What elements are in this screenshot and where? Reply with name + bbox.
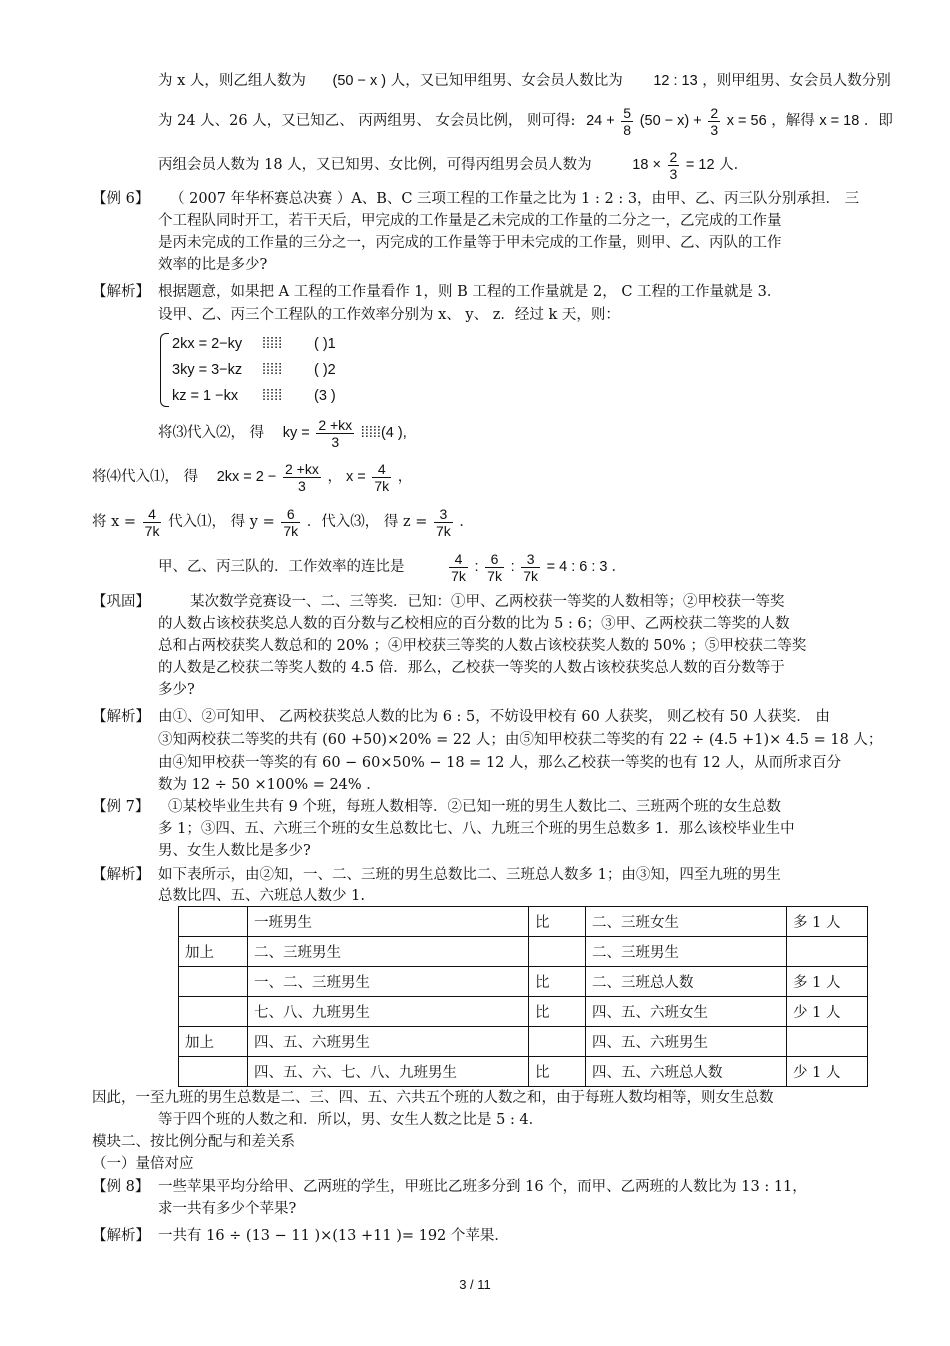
conclusion-line: 等于四个班的人数之和．所以，男、女生人数之比是 5 : 4． [158,1112,544,1128]
table-cell [179,967,248,997]
table-cell: 一班男生 [248,907,529,937]
math: x = 18 [819,113,860,129]
table-cell [529,937,586,967]
table-row [179,937,868,967]
table-row [179,967,868,997]
example-8-line: 求一共有多少个苹果? [158,1201,297,1217]
fraction: $\frac{4}{7k}$ [374,460,390,494]
solution-line: 由④知甲校获一等奖的有 60 − 60×50% − 18 = 12 人，那么乙校获一等奖的也有 12 人，从而所求百分 [158,755,842,771]
table-cell: 多 1 人 [787,907,868,937]
solution-line: ③知两校获二等奖的共有 (60 +50)×20% = 22 人；由⑤知甲校获二等奖的有 22 ÷ (4.5 +1)× 4.5 = 18 人； [158,732,883,748]
fraction: $\frac{3}{7k}$ [523,550,538,584]
text: 代入⑴， 得 y = [168,514,275,530]
solution-6-line: 根据题意，如果把 A 工程的工作量看作 1，则 B 工程的工作量就是 2， C 工程的工作量就是 3． [158,284,782,300]
substitution-step-1 [158,416,407,450]
efficiency-ratio [158,550,626,584]
solution-6-line: 设甲、乙、丙三个工程队的工作效率分别为 x、 y、 z．经过 k 天，则： [158,307,620,323]
table-cell: 二、三班男生 [248,937,529,967]
table-cell: 四、五、六班男生 [248,1027,529,1057]
substitution-step-2 [92,460,412,494]
math: 2kx = 2 − [216,469,277,485]
text: 将 x = [92,514,137,530]
table-cell: 一、二、三班男生 [248,967,529,997]
text: ． [459,514,474,530]
table-row [179,1027,868,1057]
text: 甲、乙、丙三队的．工作效率的连比是 [158,559,405,575]
table-cell [179,997,248,1027]
table-cell: 比 [529,1057,586,1087]
math: x = 56 [726,113,767,129]
consolidation-line: 总和占两校获奖人数总和的 20% ；④甲校获三等奖的人数占该校获奖人数的 50% ；⑤甲校获二等奖 [158,638,807,654]
text: 丙组会员人数为 18 人，又已知男、女比例，可得丙组男会员人数为 [158,157,592,173]
table-cell: 少 1 人 [787,997,868,1027]
math: 18 × [632,157,661,173]
text: ，解得 [771,113,815,129]
example-6-line: （ 2007 年华杯赛总决赛 ）A、B、C 三项工程的工作量之比为 1 : 2 : 3，由甲、乙、丙三队分别承担． 三 [170,191,860,207]
equation-2: 3ky = 3−kz [172,362,243,378]
table-cell: 七、八、九班男生 [248,997,529,1027]
text: 将⑶代入⑵， 得 [158,425,265,441]
consolidation-line: 某次数学竞赛设一、二、三等奖．已知：①甲、乙两校获一等奖的人数相等；②甲校获一等奖 [190,594,785,610]
table-cell: 四、五、六班男生 [586,1027,787,1057]
fraction: $\frac{2}{3}$ [669,148,678,182]
table-cell: 二、三班男生 [586,937,787,967]
math: 12 : 13 [653,73,698,89]
fraction: $\frac{6}{7k}$ [283,505,299,539]
table-cell: 二、三班女生 [586,907,787,937]
math: ky = [282,425,310,441]
section-heading: （一）量倍对应 [92,1156,194,1172]
equation-number: ( )2 [314,362,336,378]
table-cell: 少 1 人 [787,1057,868,1087]
table-cell: 四、五、六、七、八、九班男生 [248,1057,529,1087]
math: ⁞⁞⁞⁞⁞(4 ), [360,425,407,441]
example-7-tag: 【例 7】 [92,799,150,815]
table-row [179,1057,868,1087]
conclusion-line: 因此，一至九班的男生总数是二、三、四、五、六共五个班的人数之和，由于每班人数均相等，则女生总数 [92,1090,774,1106]
table-cell: 比 [529,907,586,937]
fraction: $\frac{2 +kx}{3}$ [284,460,319,494]
table-cell: 比 [529,997,586,1027]
fraction: $\frac{4}{7k}$ [451,550,466,584]
equation-system-brace [160,333,169,407]
table-cell [787,1027,868,1057]
table-row [179,907,868,937]
math: : [510,559,515,575]
fraction: $\frac{5}{8}$ [623,104,632,138]
text: ．代入⑶， 得 z = [306,514,428,530]
equation-dots: ⁞⁞⁞⁞⁞ [262,388,283,404]
intro-line-1 [158,72,891,90]
fraction: $\frac{2 +kx}{3}$ [318,416,353,450]
math: : [474,559,479,575]
math: ， x = [327,469,366,485]
solution-tag: 【解析】 [92,709,150,725]
table-cell [787,937,868,967]
table-cell: 加上 [179,1027,248,1057]
table-cell: 二、三班总人数 [586,967,787,997]
fraction: $\frac{4}{7k}$ [144,505,160,539]
equation-1: 2kx = 2−ky [172,336,243,352]
table-cell: 加上 [179,937,248,967]
consolidation-line: 的人数占该校获奖总人数的百分数与乙校相应的百分数的比为 5 : 6；③甲、乙两校获二等奖的人数 [158,616,790,632]
fraction: $\frac{2}{3}$ [710,104,719,138]
text: ，则甲组男、女会员人数分别 [702,73,891,89]
equation-dots: ⁞⁞⁞⁞⁞ [262,336,283,352]
solution-line: 由①、②可知甲、 乙两校获奖总人数的比为 6 : 5，不妨设甲校有 60 人获奖， 则乙校有 50 人获奖． 由 [158,709,830,725]
math: = 12 [685,157,715,173]
example-7-line: ①某校毕业生共有 9 个班，每班人数相等．②已知一班的男生人数比二、三班两个班的女生总数 [168,799,781,815]
solution-7-tag: 【解析】 [92,867,150,883]
comparison-table [178,906,868,1087]
example-7-line: 男、女生人数比是多少? [158,843,311,859]
consolidation-line: 多少? [158,682,195,698]
consolidation-tag: 【巩固】 [92,594,150,610]
text: 为 24 人、26 人，又已知乙、 丙两组男、 女会员比例， 则可得: [158,113,576,129]
table-cell [179,907,248,937]
math: (50 − x) + [639,113,702,129]
example-6-line: 个工程队同时开工，若干天后，甲完成的工作量是乙未完成的工作量的二分之一，乙完成的工作量 [158,213,782,229]
text: 将⑷代入⑴， 得 [92,469,199,485]
fraction: $\frac{6}{7k}$ [487,550,502,584]
equation-dots: ⁞⁞⁞⁞⁞ [262,362,283,378]
math: ， [397,469,413,485]
text: ．即 [863,113,893,129]
example-6-tag: 【例 6】 [92,191,150,207]
example-6-line: 是丙未完成的工作量的三分之一，丙完成的工作量等于甲未完成的工作量，则甲、乙、丙队的工作 [158,235,782,251]
page-number: 3 / 11 [459,1277,491,1292]
intro-line-3 [158,148,748,182]
text: 为 x 人，则乙组人数为 [158,73,306,89]
table-cell: 四、五、六班总人数 [586,1057,787,1087]
intro-line-2 [158,104,893,138]
solution-7-line: 总数比四、五、六班总人数少 1. [158,888,365,904]
text: 人． [719,157,749,173]
module-heading: 模块二、按比例分配与和差关系 [92,1134,295,1150]
table-cell: 四、五、六班女生 [586,997,787,1027]
solution-line: 数为 12 ÷ 50 ×100% = 24% ． [158,777,381,793]
solution-8-line: 一共有 16 ÷ (13 − 11 )×(13 +11 )= 192 个苹果． [158,1228,509,1244]
math: (50 − x ) [332,73,387,89]
example-8-tag: 【例 8】 [92,1179,150,1195]
table-cell [179,1057,248,1087]
table-cell: 比 [529,967,586,997]
example-6-line: 效率的比是多少? [158,257,268,273]
example-7-line: 多 1；③四、五、六班三个班的女生总数比七、八、九班三个班的男生总数多 1．那么该校毕业生中 [158,821,795,837]
table-cell [529,1027,586,1057]
text: 人，又已知甲组男、女会员人数比为 [390,73,623,89]
table-row [179,997,868,1027]
consolidation-line: 的人数是乙校获二等奖人数的 4.5 倍．那么，乙校获一等奖的人数占该校获奖总人数的百分数等于 [158,660,785,676]
math: = 4 : 6 : 3 ． [546,559,626,575]
substitution-step-3 [92,505,474,539]
solution-6-tag: 【解析】 [92,284,150,300]
math: 24 + [586,113,615,129]
equation-number: ( )1 [314,336,336,352]
fraction: $\frac{3}{7k}$ [435,505,451,539]
example-8-line: 一些苹果平均分给甲、乙两班的学生，甲班比乙班多分到 16 个，而甲、乙两班的人数比为 13 : 11， [158,1179,807,1195]
equation-number: (3 ) [314,388,336,404]
table-cell: 多 1 人 [787,967,868,997]
solution-7-line: 如下表所示，由②知，一、二、三班的男生总数比二、三班总人数多 1；由③知，四至九班的男生 [158,867,781,883]
solution-8-tag: 【解析】 [92,1228,150,1244]
equation-3: kz = 1 −kx [172,388,239,404]
